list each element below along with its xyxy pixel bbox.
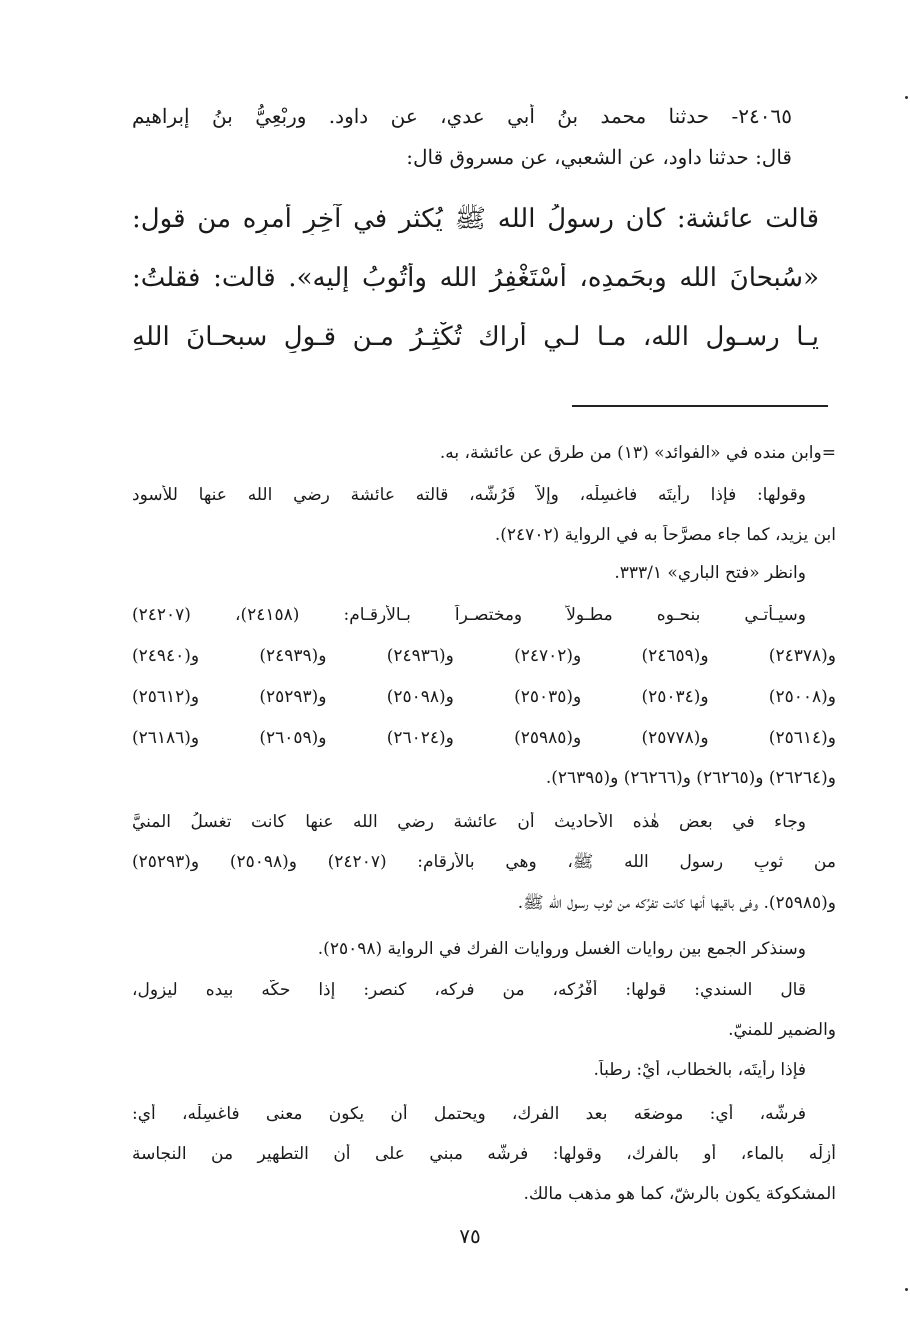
footnote-line-8: و(٢٥٦١٤) و(٢٥٧٧٨) و(٢٥٩٨٥) و(٢٦٠٢٤) و(٢٦٠٥٩) و(٢٦١٨٦) — [132, 728, 836, 748]
footnote-separator — [572, 405, 828, 407]
page-number: ٧٥ — [459, 1224, 481, 1248]
footnote-line-2: وقولها: فإذا رأيتَه فاغسِلْه، وإلاّ فَرُشَّه، قالته عائشة رضي الله عنها للأسود — [132, 485, 806, 505]
footnote-line-14: قال السندي: قولها: أفْرُكه، من فركه، كنصر: إذا حكَّه بيده ليزول، — [132, 980, 806, 1000]
matn-line-2: «سُبحانَ الله وبحَمدِه، أسْتَغْفِرُ الله وأتُوبُ إليه». قالت: فقلتُ: — [132, 263, 819, 293]
footnote-line-11: من ثوبِ رسول الله ﷺ، وهي بالأرقام: (٢٤٢٠٧) و(٢٥٠٩٨) و(٢٥٢٩٣) — [132, 852, 836, 872]
footnote-line-16: فإذا رأيتَه، بالخطاب، أيْ: رطباً. — [593, 1060, 806, 1080]
footnote-line-15: والضمير للمنيّ. — [728, 1020, 836, 1040]
footnote-line-13: وسنذكر الجمع بين روايات الغسل وروايات الفرك في الرواية (٢٥٠٩٨). — [317, 939, 806, 959]
footnote-line-3: ابن يزيد، كما جاء مصرَّحاً به في الرواية (٢٤٧٠٢). — [494, 525, 836, 545]
footnote-line-7: و(٢٥٠٠٨) و(٢٥٠٣٤) و(٢٥٠٣٥) و(٢٥٠٩٨) و(٢٥٢٩٣) و(٢٥٦١٢) — [132, 687, 836, 707]
matn-line-3: يـا رسـول الله، مـا لـي أراك تُكْثِـرُ مـن قـولِ سبحـانَ اللهِ — [132, 322, 819, 352]
footnote-line-10: وجاء في بعض هٰذه الأحاديث أن عائشة رضي الله عنها كانت تغسلُ المنيَّ — [132, 812, 806, 832]
isnad-line-2: قال: حدثنا داود، عن الشعبي، عن مسروق قال: — [406, 145, 792, 169]
footnote-line-5: وسيـأتـي بنحـوه مطـولاً ومختصـراً بـالأرقـام: (٢٤١٥٨)، (٢٤٢٠٧) — [132, 605, 806, 625]
footnote-line-4: وانظر «فتح الباري» ٣٣٣/١. — [614, 563, 806, 583]
scan-mark-bottom — [905, 1288, 908, 1291]
scan-mark-top — [905, 96, 908, 99]
footnote-line-9: و(٢٦٢٦٤) و(٢٦٢٦٥) و(٢٦٢٦٦) و(٢٦٣٩٥). — [545, 768, 836, 788]
footnote-line-1: =وابن منده في «الفوائد» (١٣) من طرق عن عائشة، به. — [439, 443, 836, 463]
footnote-line-17: فرشَّه، أي: موضعَه بعد الفرك، ويحتمل أن يكون معنى فاغسِلْه، أي: — [132, 1104, 806, 1124]
footnote-line-19: المشكوكة يكون بالرشّ، كما هو مذهب مالك. — [523, 1184, 836, 1204]
matn-line-1: قالت عائشة: كان رسولُ الله ﷺ يُكثر في آخِرِ أمرِه من قول: — [132, 204, 819, 234]
footnote-line-6: و(٢٤٣٧٨) و(٢٤٦٥٩) و(٢٤٧٠٢) و(٢٤٩٣٦) و(٢٤٩٣٩) و(٢٤٩٤٠) — [132, 646, 836, 666]
footnote-line-12: و(٢٥٩٨٥). وفي باقيها أنها كانت تفرُكه من ثوب رسول الله ﷺ. — [517, 893, 836, 913]
footnote-line-18: أزِلْه بالماء، أو بالفرك، وقولها: فرشَّه مبني على أن التطهير من النجاسة — [132, 1144, 836, 1164]
isnad-line-1: ٢٤٠٦٥- حدثنا محمد بنُ أبي عدي، عن داود. ورِبْعِيُّ بنُ إبراهيم — [132, 104, 792, 128]
